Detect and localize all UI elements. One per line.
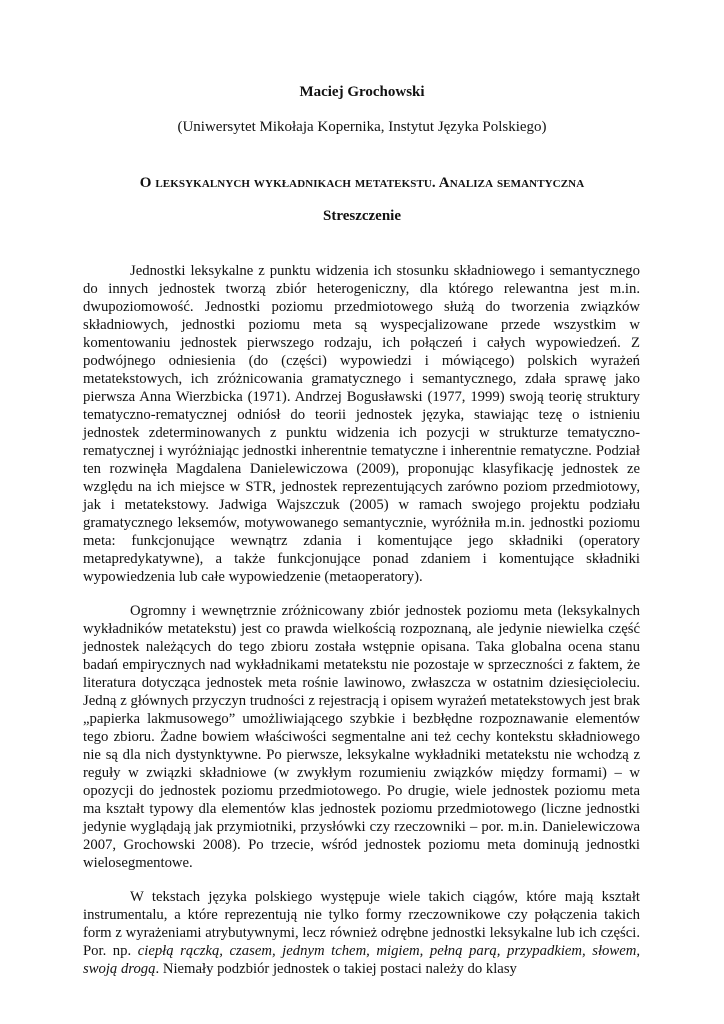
paragraph-3	[83, 888, 640, 978]
paragraph-3-examples: ciepłą rączką, czasem, jednym tchem, migiem, pełną parą, przypadkiem, słowem, swoją drogą	[83, 943, 640, 977]
abstract-heading: Streszczenie	[322, 208, 402, 224]
author-name: Maciej Grochowski	[299, 84, 425, 100]
paragraph-1: Jednostki leksykalne z punktu widzenia ich stosunku składniowego i semantycznego do innych jednostek tworzą zbiór heterogeniczny, dla którego relewantna jest m.in. dwupoziomowość. Jednostki poziomu przedmiotowego służą do tworzenia związków składniowych, jednostki poziomu meta są wyspecjalizowane przede wszystkim w komentowaniu jednostek pierwszego rodzaju, ich połączeń i całych wypowiedzeń. Z podwójnego odniesienia (do (części) wypowiedzi i mówiącego) polskich wyrażeń metatekstowych, ich zróżnicowania gramatycznego i semantycznego, zdała sprawę jako pierwsza Anna Wierzbicka (1971). Andrzej Bogusławski (1977, 1999) swoją teorię struktury tematyczno-rematycznej odniósł do teorii jednostek języka, stawiając tezę o istnieniu jednostek zdeterminowanych z punktu widzenia ich pozycji w strukturze tematyczno-rematycznej i wyróżniając jednostki inherentnie tematyczne i inherentnie rematyczne. Podział ten rozwinęła Magdalena Danielewiczowa (2009), proponując klasyfikację jednostek ze względu na ich miejsce w STR, jednostek reprezentujących zarówno poziom przedmiotowy, jak i metatekstowy. Jadwiga Wajszczuk (2005) w ramach swojego projektu podziału gramatycznego leksemów, motywowanego semantycznie, wyróżniła m.in. jednostki poziomu meta: funkcjonujące wewnątrz zdania i komentujące jego składniki (operatory metapredykatywne), a także funkcjonujące ponad zdaniem i komentujące składniki wypowiedzenia lub całe wypowiedzenie (metaoperatory).	[83, 263, 640, 585]
paragraph-3-start: W tekstach języka polskiego występuje wiele takich ciągów, które mają kształt instrumentalu, a które reprezentują nie tylko formy rzeczownikowe czy połączenia takich form z wyrażeniami atrybutywnymi, lecz również odrębne jednostki leksykalne lub ich części. Por. np.	[83, 889, 640, 959]
paper-title: O leksykalnych wykładnikach metatekstu. Analiza semantyczna	[139, 175, 585, 191]
author-affiliation: (Uniwersytet Mikołaja Kopernika, Instytut Języka Polskiego)	[177, 119, 547, 135]
abstract-body	[83, 262, 640, 994]
paragraph-3-end: . Niemały podzbiór jednostek o takiej postaci należy do klasy	[155, 961, 517, 977]
paragraph-2: Ogromny i wewnętrznie zróżnicowany zbiór jednostek poziomu meta (leksykalnych wykładników metatekstu) jest co prawda wielkością rozpoznaną, ale jedynie niewielka część jednostek należących do tego zbioru została wstępnie opisana. Taka globalna ocena stanu badań empirycznych nad wykładnikami metatekstu nie pozostaje w sprzeczności z faktem, że literatura dotycząca jednostek meta rośnie lawinowo, zwłaszcza w ostatnim dziesięcioleciu. Jedną z głównych przyczyn trudności z rejestracją i opisem wyrażeń metatekstowych jest brak „papierka lakmusowego” umożliwiającego szybkie i bezbłędne rozpoznawanie elementów tego zbioru. Żadne bowiem właściwości segmentalne ani też cechy kontekstu składniowego nie są dla nich dystynktywne. Po pierwsze, leksykalne wykładniki metatekstu nie wchodzą z reguły w związki składniowe (w zwykłym rozumieniu związków między formami) – w opozycji do jednostek poziomu przedmiotowego. Po drugie, wiele jednostek poziomu meta ma kształt typowy dla elementów klas jednostek poziomu przedmiotowego (liczne jednostki jedynie wyglądają jak przymiotniki, przysłówki czy rzeczowniki – por. m.in. Danielewiczowa 2007, Grochowski 2008). Po trzecie, wśród jednostek poziomu meta dominują jednostki wielosegmentowe.	[83, 603, 640, 871]
